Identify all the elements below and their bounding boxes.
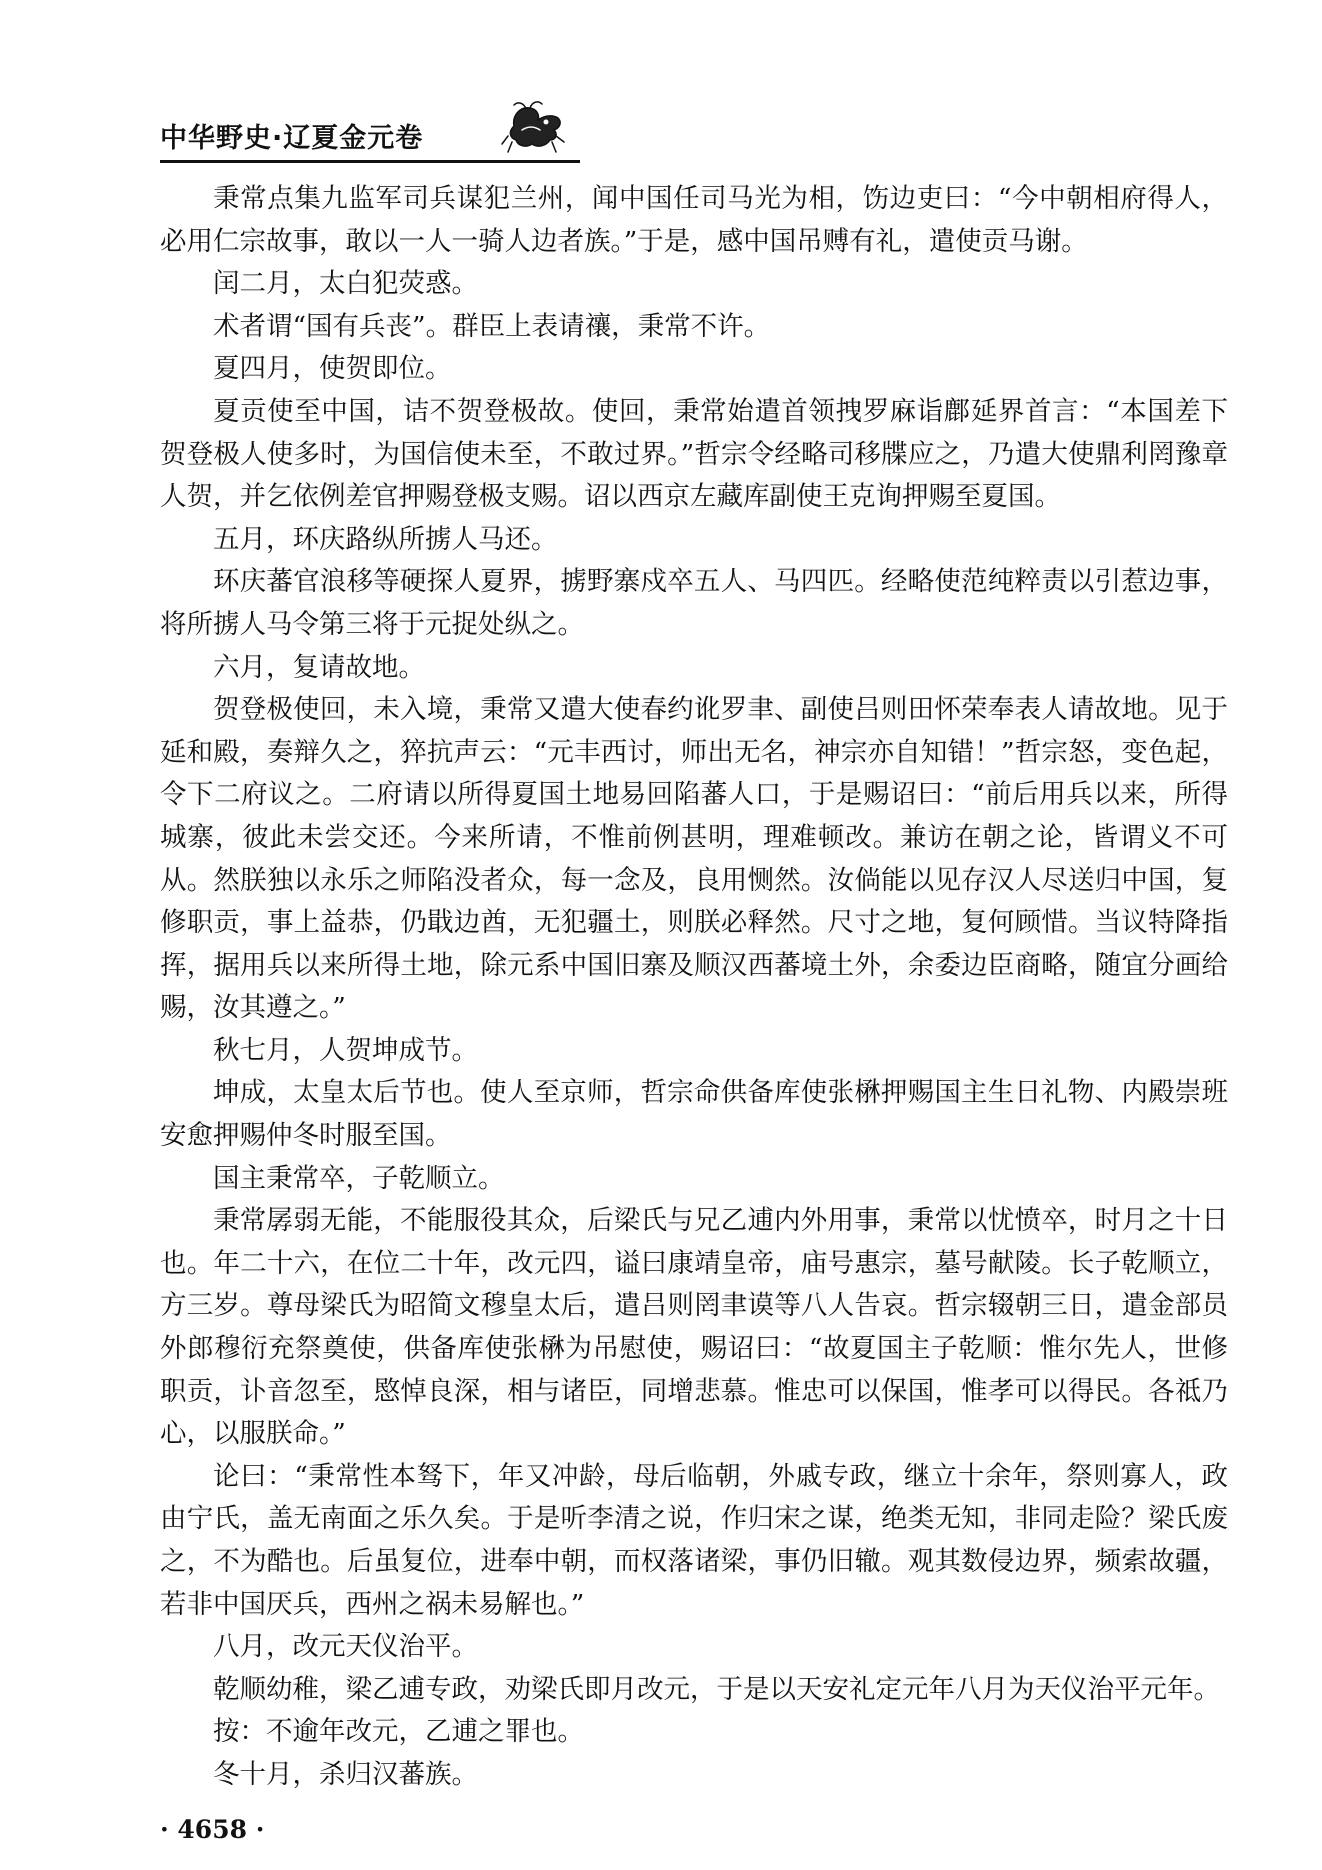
page-number: · 4658 · — [160, 1815, 265, 1844]
paragraph: 乾顺幼稚，梁乙逋专政，劝梁氏即月改元，于是以天安礼定元年八月为天仪治平元年。 — [213, 1673, 1220, 1705]
paragraph: 八月，改元天仪治平。 — [213, 1631, 478, 1663]
paragraph: 按：不逾年改元，乙逋之罪也。 — [213, 1716, 584, 1748]
paragraph: 闰二月，太白犯荧惑。 — [213, 268, 478, 300]
paragraph: 坤成，太皇太后节也。使人至京师，哲宗命供备库使张楙押赐国主生日礼物、内殿崇班安愈押赐仲冬时服至国。 — [160, 1077, 1228, 1152]
paragraph: 贺登极使回，未入境，秉常又遣大使春约讹罗聿、副使吕则田怀荣奉表人请故地。见于延和殿，奏辩久之，猝抗声云：“元丰西讨，师出无名，神宗亦自知错！”哲宗怒，变色起，令下二府议之。二府请以所得夏国土地易回陷蕃人口，于是赐诏曰：“前后用兵以来，所得城寨，彼此未尝交还。今来所请，不惟前例甚明，理难顿改。兼访在朝之论，皆谓义不可从。然朕独以永乐之师陷没者众，每一念及，良用恻然。汝倘能以见存汉人尽送归中国，复修职贡，事上益恭，仍戢边酋，无犯疆土，则朕必释然。尺寸之地，复何顾惜。当议特降指挥，据用兵以来所得土地，除元系中国旧寨及顺汉西蕃境土外，余委边臣商略，随宜分画给赐，汝其遵之。” — [160, 694, 1228, 1024]
paragraph: 秋七月，人贺坤成节。 — [213, 1034, 478, 1066]
paragraph: 环庆蕃官浪移等硬探人夏界，掳野寨戍卒五人、马四匹。经略使范纯粹责以引惹边事，将所掳人马令第三将于元捉处纵之。 — [160, 566, 1228, 640]
paragraph: 夏贡使至中国，诘不贺登极故。使回，秉常始遣首领拽罗麻诣鄜延界首言：“本国差下贺登极人使多时，为国信使未至，不敢过界。”哲宗令经略司移牒应之，乃遣大使鼎利罔豫章人贺，并乞依例差官押赐登极支赐。诏以西京左藏库副使王克询押赐至夏国。 — [160, 395, 1228, 513]
paragraph: 夏四月，使贺即位。 — [213, 353, 452, 385]
paragraph: 秉常点集九监军司兵谋犯兰州，闻中国任司马光为相，饬边吏曰：“今中朝相府得人，必用仁宗故事，敢以一人一骑人边者族。”于是，感中国吊赙有礼，遣使贡马谢。 — [160, 183, 1228, 257]
paragraph: 五月，环庆路纵所掳人马还。 — [213, 523, 558, 555]
dragon-emblem-icon — [500, 96, 566, 154]
paragraph: 冬十月，杀归汉蕃族。 — [213, 1758, 478, 1790]
header-divider — [160, 160, 580, 163]
book-title: 中华野史·辽夏金元卷 — [160, 123, 424, 154]
body-text — [160, 178, 1228, 1797]
paragraph: 秉常孱弱无能，不能服役其众，后梁氏与兄乙逋内外用事，秉常以忧愤卒，时月之十日也。年二十六，在位二十年，改元四，谥曰康靖皇帝，庙号惠宗，墓号献陵。长子乾顺立，方三岁。尊母梁氏为昭简文穆皇太后，遣吕则罔聿谟等八人告哀。哲宗辍朝三日，遣金部员外郎穆衍充祭奠使，供备库使张楙为吊慰使，赐诏曰：“故夏国主子乾顺：惟尔先人，世修职贡，讣音忽至，愍悼良深，相与诸臣，同增悲慕。惟忠可以保国，惟孝可以得民。各祗乃心，以服朕命。” — [160, 1205, 1228, 1450]
paragraph: 论曰：“秉常性本驽下，年又冲龄，母后临朝，外戚专政，继立十余年，祭则寡人，政由宁氏，盖无南面之乐久矣。于是听李清之说，作归宋之谋，绝类无知，非同走险？梁氏废之，不为酷也。后虽复位，进奉中朝，而权落诸梁，事仍旧辙。观其数侵边界，频索故疆，若非中国厌兵，西州之祸未易解也。” — [160, 1460, 1228, 1620]
paragraph: 术者谓“国有兵丧”。群臣上表请禳，秉常不许。 — [213, 310, 771, 342]
paragraph: 六月，复请故地。 — [213, 651, 425, 683]
paragraph: 国主秉常卒，子乾顺立。 — [213, 1162, 505, 1194]
